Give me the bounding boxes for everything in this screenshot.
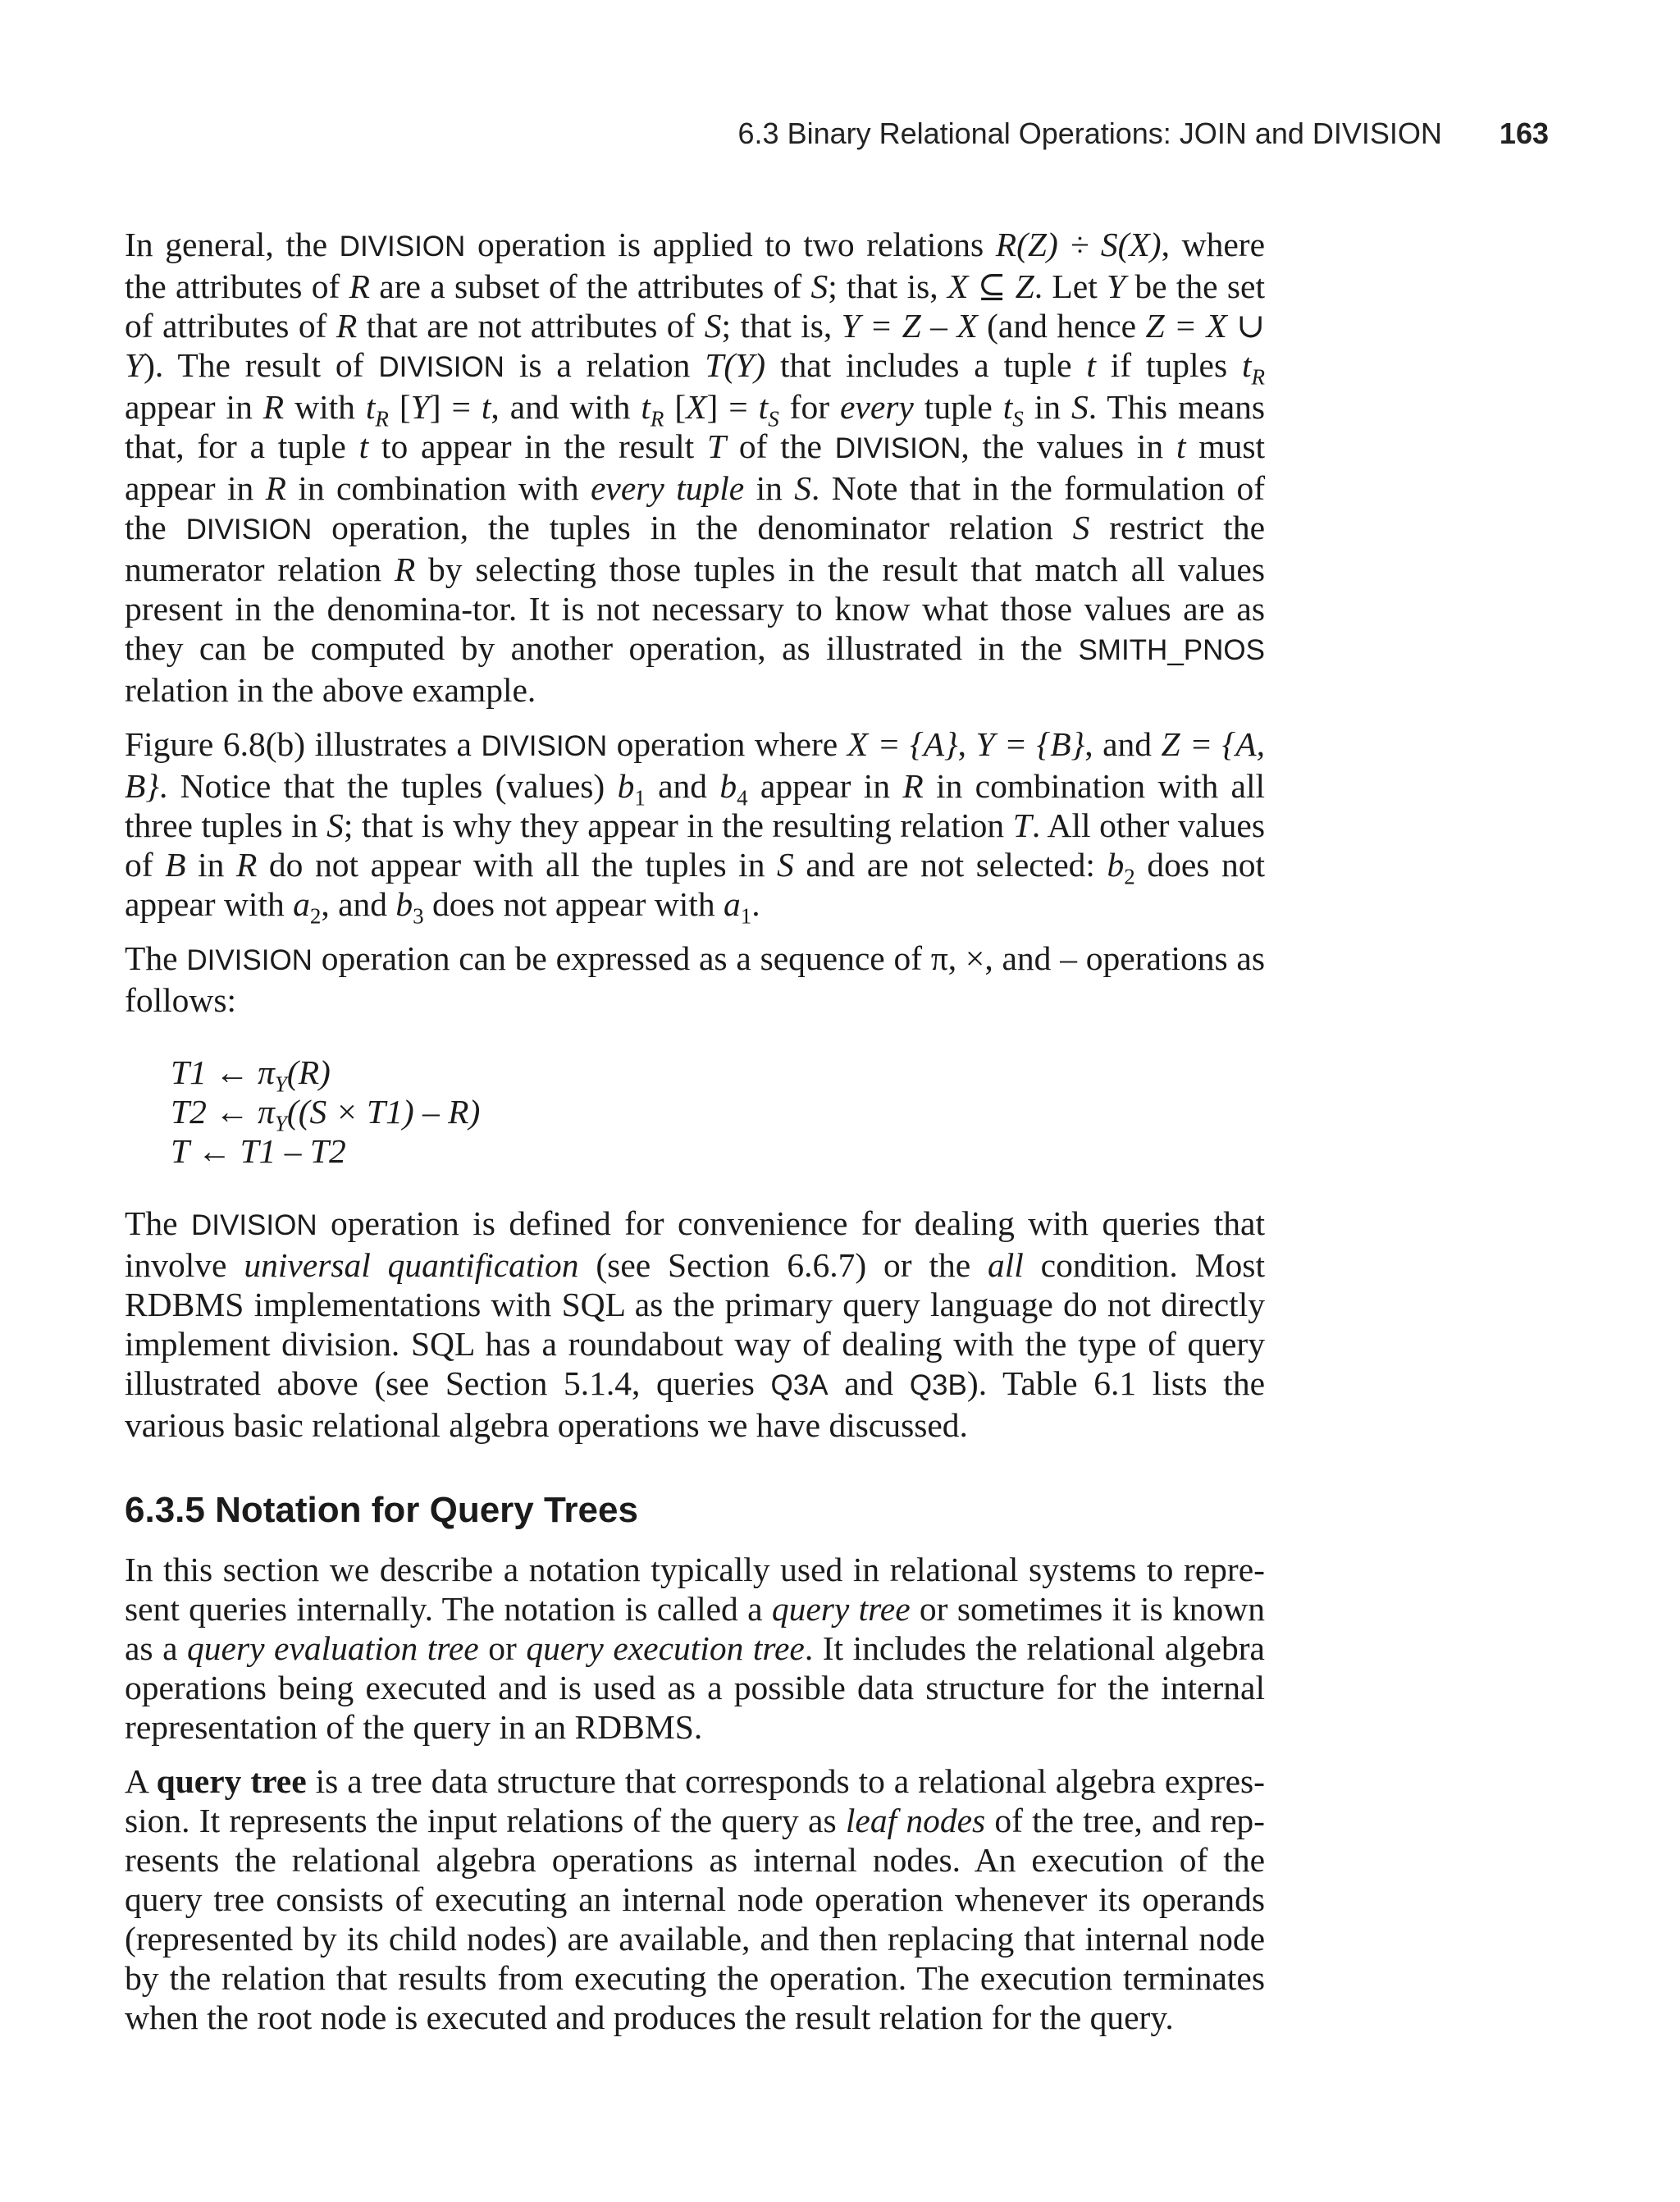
- equation-line-1: T1 ← $\pi_Y(R)$: [171, 1053, 331, 1097]
- running-head-section: 6.3 Binary Relational Operations: JOIN and DIVISION: [737, 116, 1442, 150]
- division-equations: [171, 1053, 1265, 1171]
- paragraph-figure-example: Figure 6.8(b) illustrates a DIVISION operation where X = {A}, Y = {B}, and Z = {A, B}. Notice that the tuples (values) $b_1$ and $b_4$ appear in R in combination with all three tuples in S; that is why they appear in the resulting relation T. All other values of B in R do not appear with all the tuples in S and are not selected: $b_2$ does not appear with $a_2$, and $b_3$ does not appear with $a_1$.: [125, 725, 1266, 929]
- equation-line-2: T2 ← $\pi_Y((S \times T1) - R)$: [171, 1093, 481, 1136]
- section-heading: 6.3.5 Notation for Query Trees: [125, 1490, 638, 1530]
- paragraph-division-expression: The DIVISION operation can be expressed as a sequence of π, ×, and – operations as follows:: [125, 939, 1265, 1019]
- paragraph-universal-quantification: The DIVISION operation is defined for convenience for dealing with queries that involve universal quantification (see Section 6.6.7) or the all condition. Most RDBMS implementations with SQL as the primary query language do not directly implement division. SQL has a roundabout way of dealing with the type of query illustrated above (see Section 5.1.4, queries Q3A and Q3B). Table 6.1 lists the various basic relational algebra operations we have discussed.: [125, 1204, 1266, 1444]
- body-text: [125, 225, 1265, 2052]
- running-header: [0, 116, 1549, 151]
- paragraph-query-tree-intro: In this section we describe a notation typically used in relational systems to repre-sent queries internally. The notation is called a query tree or sometimes it is known as a query evaluation tree or query execution tree. It includes the relational algebra operations being executed and is used as a possible data structure for the internal representation of the query in an RDBMS.: [125, 1551, 1265, 1746]
- paragraph-query-tree-definition: A query tree is a tree data structure that corresponds to a relational algebra expres-sion. It represents the input relations of the query as leaf nodes of the tree, and rep-resents the relational algebra operations as internal nodes. An execution of the query tree consists of executing an internal node operation whenever its operands (represented by its child nodes) are available, and then replacing that internal node by the relation that results from executing the operation. The execution terminates when the root node is executed and produces the result relation for the query.: [125, 1762, 1265, 2036]
- paragraph-division-definition: In general, the DIVISION operation is applied to two relations R(Z) ÷ S(X), where the attributes of R are a subset of the attributes of S; that is, X ⊆ Z. Let Y be the set of attributes of R that are not attributes of S; that is, Y = Z – X (and hence Z = X ∪ Y). The result of DIVISION is a relation T(Y) that includes a tuple t if tuples $t_R$ appear in R with $t_R$ [Y] = t, and with $t_R$ $[X] = t_S$ for every tuple $t_S$ in S. This means that, for a tuple t to appear in the result T of the DIVISION, the values in t must appear in R in combination with every tuple in S. Note that in the formulation of the DIVISION operation, the tuples in the denominator relation S restrict the numerator relation R by selecting those tuples in the result that match all values present in the denomina-tor. It is not necessary to know what those values are as they can be computed by another operation, as illustrated in the SMITH_PNOS relation in the above example.: [125, 226, 1266, 709]
- page-number: 163: [1499, 116, 1549, 150]
- equation-line-3: T ← T1 – T2: [171, 1132, 346, 1170]
